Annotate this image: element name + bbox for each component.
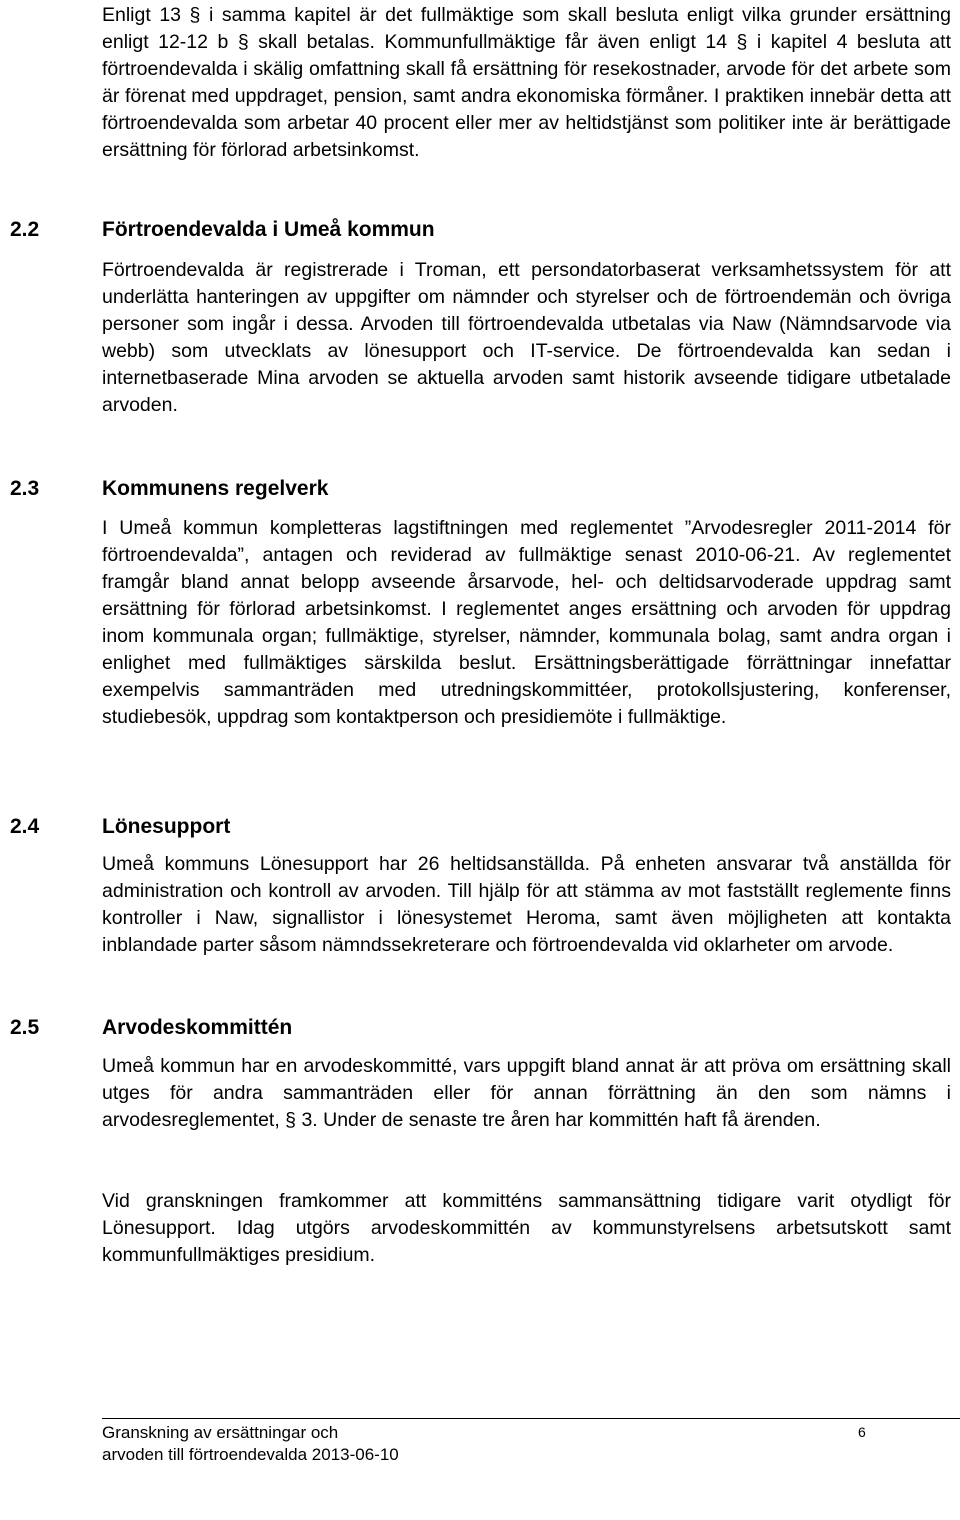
section-heading-2-4 (10, 813, 230, 840)
section-number: 2.4 (10, 815, 40, 838)
footer-divider (102, 1418, 960, 1419)
section-heading-2-3 (10, 475, 328, 502)
section-heading-2-2 (10, 216, 435, 243)
section-number: 2.2 (10, 218, 40, 241)
section-2-5-paragraph-2: Vid granskningen framkommer att kommitténs sammansättning tidigare varit otydligt för Lönesupport. Idag utgörs arvodeskommittén av kommunstyrelsens arbetsutskott samt kommunfullmäktiges presidium. (102, 1190, 951, 1266)
page-number: 6 (858, 1424, 866, 1440)
section-title: Kommunens regelverk (102, 477, 329, 500)
section-title: Lönesupport (102, 815, 231, 838)
intro-paragraph: Enligt 13 § i samma kapitel är det fullmäktige som skall besluta enligt vilka grunder ersättning enligt 12-12 b § skall betalas. Kommunfullmäktige får även enligt 14 § i kapitel 4 besluta att förtroendevalda i skälig omfattning skall få ersättning för resekostnader, arvode för det arbete som är förenat med uppdraget, pension, samt andra ekonomiska förmåner. I praktiken innebär detta att förtroendevalda som arbetar 40 procent eller mer av heltidstjänst som politiker inte är berättigade ersättning för förlorad arbetsinkomst. (102, 4, 951, 161)
section-title: Arvodeskommittén (102, 1016, 293, 1039)
section-heading-2-5 (10, 1014, 292, 1041)
section-2-5-paragraph-1: Umeå kommun har en arvodeskommitté, vars uppgift bland annat är att pröva om ersättning skall utges för andra sammanträden eller för annan förrättning än den som nämns i arvodesreglementet, § 3. Under de senaste tre åren har kommittén haft få ärenden. (102, 1055, 951, 1131)
footer-title: Granskning av ersättningar och arvoden till förtroendevalda 2013-06-10 (102, 1423, 399, 1464)
section-2-2-paragraph: Förtroendevalda är registrerade i Troman, ett persondatorbaserat verksamhetssystem för att underlätta hanteringen av uppgifter om nämnder och styrelser och de förtroendemän och övriga personer som ingår i dessa. Arvoden till förtroendevalda utbetalas via Naw (Nämndsarvode via webb) som utvecklats av lönesupport och IT-service. De förtroendevalda kan sedan i internetbaserade Mina arvoden se aktuella arvoden samt historik avseende tidigare utbetalade arvoden. (102, 259, 951, 416)
section-2-3-paragraph: I Umeå kommun kompletteras lagstiftningen med reglementet ”Arvodesregler 2011-2014 för förtroendevalda”, antagen och reviderad av fullmäktige senast 2010-06-21. Av reglementet framgår bland annat belopp avseende årsarvode, hel- och deltidsarvoderade uppdrag samt ersättning för förlorad arbetsinkomst. I reglementet anges ersättning och arvoden för uppdrag inom kommunala organ; fullmäktige, styrelser, nämnder, kommunala bolag, samt andra organ i enlighet med fullmäktiges särskilda beslut. Ersättningsberättigade förrättningar innefattar exempelvis sammanträden med utredningskommittéer, protokollsjustering, konferenser, studiebesök, uppdrag som kontaktperson och presidiemöte i fullmäktige. (102, 517, 951, 728)
section-title: Förtroendevalda i Umeå kommun (102, 218, 435, 241)
section-2-4-paragraph: Umeå kommuns Lönesupport har 26 heltidsanställda. På enheten ansvarar två anställda för administration och kontroll av arvoden. Till hjälp för att stämma av mot fastställt reglemente finns kontroller i Naw, signallistor i lönesystemet Heroma, samt även möjligheten att kontakta inblandade parter såsom nämndssekreterare och förtroendevalda vid oklarheter om arvode. (102, 853, 951, 956)
section-number: 2.3 (10, 477, 40, 500)
section-number: 2.5 (10, 1016, 40, 1039)
